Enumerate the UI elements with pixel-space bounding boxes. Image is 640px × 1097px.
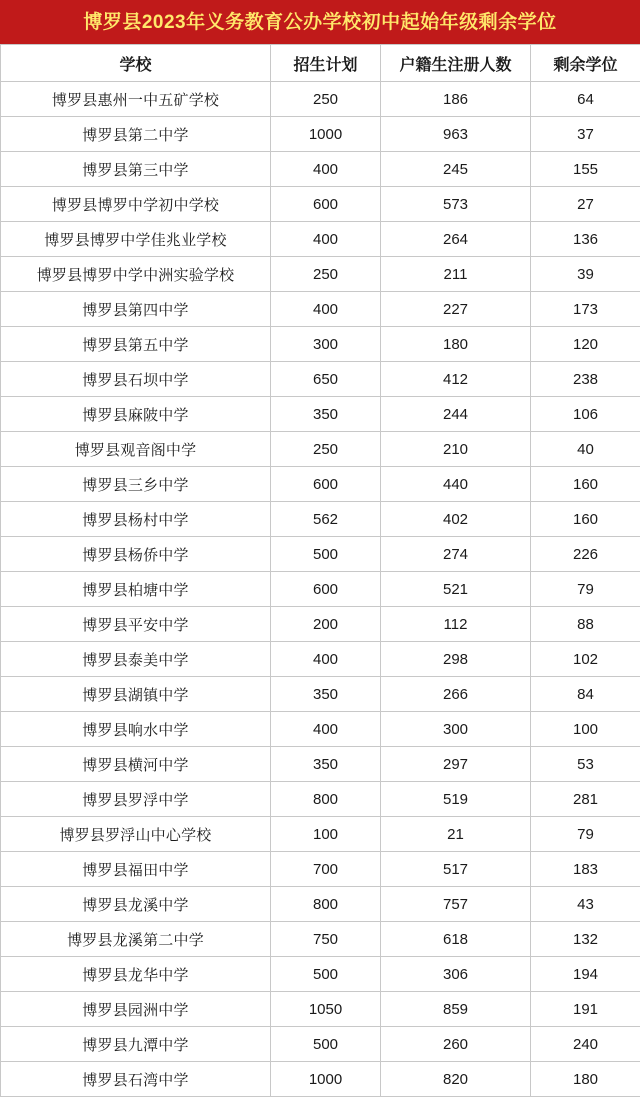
column-header-school: 学校 bbox=[1, 45, 271, 82]
cell-remaining: 173 bbox=[531, 292, 640, 327]
cell-school: 博罗县第四中学 bbox=[1, 292, 271, 327]
cell-registered: 519 bbox=[381, 782, 531, 817]
cell-remaining: 106 bbox=[531, 397, 640, 432]
cell-registered: 757 bbox=[381, 887, 531, 922]
table-row bbox=[1, 292, 640, 327]
cell-plan: 300 bbox=[271, 327, 381, 362]
cell-school: 博罗县横河中学 bbox=[1, 747, 271, 782]
table-body bbox=[1, 82, 640, 1097]
cell-plan: 800 bbox=[271, 887, 381, 922]
cell-remaining: 100 bbox=[531, 712, 640, 747]
cell-remaining: 39 bbox=[531, 257, 640, 292]
table-row bbox=[1, 747, 640, 782]
table-row bbox=[1, 502, 640, 537]
cell-school: 博罗县平安中学 bbox=[1, 607, 271, 642]
cell-plan: 500 bbox=[271, 957, 381, 992]
cell-plan: 400 bbox=[271, 152, 381, 187]
cell-remaining: 180 bbox=[531, 1062, 640, 1097]
cell-registered: 573 bbox=[381, 187, 531, 222]
cell-remaining: 84 bbox=[531, 677, 640, 712]
cell-plan: 400 bbox=[271, 222, 381, 257]
cell-plan: 200 bbox=[271, 607, 381, 642]
table-row bbox=[1, 712, 640, 747]
cell-plan: 400 bbox=[271, 712, 381, 747]
cell-remaining: 191 bbox=[531, 992, 640, 1027]
page-title: 博罗县2023年义务教育公办学校初中起始年级剩余学位 bbox=[83, 13, 556, 32]
document-title-banner bbox=[0, 0, 640, 44]
table-row bbox=[1, 852, 640, 887]
cell-school: 博罗县九潭中学 bbox=[1, 1027, 271, 1062]
cell-plan: 562 bbox=[271, 502, 381, 537]
cell-remaining: 160 bbox=[531, 502, 640, 537]
cell-registered: 412 bbox=[381, 362, 531, 397]
cell-registered: 180 bbox=[381, 327, 531, 362]
cell-school: 博罗县博罗中学初中学校 bbox=[1, 187, 271, 222]
column-header-registered: 户籍生注册人数 bbox=[381, 45, 531, 82]
cell-registered: 264 bbox=[381, 222, 531, 257]
cell-remaining: 281 bbox=[531, 782, 640, 817]
cell-plan: 350 bbox=[271, 677, 381, 712]
cell-school: 博罗县惠州一中五矿学校 bbox=[1, 82, 271, 117]
cell-school: 博罗县园洲中学 bbox=[1, 992, 271, 1027]
table-row bbox=[1, 187, 640, 222]
cell-registered: 440 bbox=[381, 467, 531, 502]
cell-plan: 400 bbox=[271, 292, 381, 327]
cell-plan: 1000 bbox=[271, 1062, 381, 1097]
cell-remaining: 43 bbox=[531, 887, 640, 922]
table-header bbox=[1, 45, 640, 82]
cell-registered: 245 bbox=[381, 152, 531, 187]
cell-school: 博罗县杨侨中学 bbox=[1, 537, 271, 572]
table-row bbox=[1, 572, 640, 607]
column-header-plan: 招生计划 bbox=[271, 45, 381, 82]
table-row bbox=[1, 1062, 640, 1097]
cell-school: 博罗县罗浮中学 bbox=[1, 782, 271, 817]
cell-school: 博罗县观音阁中学 bbox=[1, 432, 271, 467]
cell-registered: 260 bbox=[381, 1027, 531, 1062]
table-row bbox=[1, 327, 640, 362]
cell-school: 博罗县柏塘中学 bbox=[1, 572, 271, 607]
cell-remaining: 79 bbox=[531, 817, 640, 852]
cell-plan: 400 bbox=[271, 642, 381, 677]
table-row bbox=[1, 362, 640, 397]
table-row bbox=[1, 257, 640, 292]
cell-plan: 250 bbox=[271, 432, 381, 467]
cell-school: 博罗县麻陂中学 bbox=[1, 397, 271, 432]
table-row bbox=[1, 817, 640, 852]
cell-school: 博罗县泰美中学 bbox=[1, 642, 271, 677]
cell-remaining: 27 bbox=[531, 187, 640, 222]
cell-registered: 859 bbox=[381, 992, 531, 1027]
cell-school: 博罗县龙华中学 bbox=[1, 957, 271, 992]
cell-remaining: 102 bbox=[531, 642, 640, 677]
cell-plan: 600 bbox=[271, 187, 381, 222]
cell-registered: 186 bbox=[381, 82, 531, 117]
cell-plan: 800 bbox=[271, 782, 381, 817]
cell-school: 博罗县博罗中学佳兆业学校 bbox=[1, 222, 271, 257]
table-row bbox=[1, 957, 640, 992]
cell-registered: 297 bbox=[381, 747, 531, 782]
cell-registered: 306 bbox=[381, 957, 531, 992]
cell-plan: 250 bbox=[271, 257, 381, 292]
cell-remaining: 240 bbox=[531, 1027, 640, 1062]
cell-plan: 250 bbox=[271, 82, 381, 117]
cell-registered: 820 bbox=[381, 1062, 531, 1097]
table-row bbox=[1, 992, 640, 1027]
cell-remaining: 160 bbox=[531, 467, 640, 502]
table-row bbox=[1, 432, 640, 467]
cell-remaining: 194 bbox=[531, 957, 640, 992]
school-seats-table bbox=[0, 44, 640, 1097]
table-row bbox=[1, 537, 640, 572]
cell-registered: 210 bbox=[381, 432, 531, 467]
cell-remaining: 64 bbox=[531, 82, 640, 117]
table-row bbox=[1, 642, 640, 677]
cell-registered: 298 bbox=[381, 642, 531, 677]
cell-school: 博罗县龙溪第二中学 bbox=[1, 922, 271, 957]
cell-remaining: 88 bbox=[531, 607, 640, 642]
cell-registered: 244 bbox=[381, 397, 531, 432]
cell-remaining: 183 bbox=[531, 852, 640, 887]
table-row bbox=[1, 887, 640, 922]
cell-plan: 600 bbox=[271, 572, 381, 607]
cell-registered: 402 bbox=[381, 502, 531, 537]
table-row bbox=[1, 82, 640, 117]
table-row bbox=[1, 117, 640, 152]
cell-school: 博罗县石湾中学 bbox=[1, 1062, 271, 1097]
cell-school: 博罗县石坝中学 bbox=[1, 362, 271, 397]
cell-registered: 227 bbox=[381, 292, 531, 327]
cell-plan: 500 bbox=[271, 537, 381, 572]
cell-remaining: 136 bbox=[531, 222, 640, 257]
cell-registered: 112 bbox=[381, 607, 531, 642]
cell-remaining: 37 bbox=[531, 117, 640, 152]
table-row bbox=[1, 152, 640, 187]
cell-remaining: 40 bbox=[531, 432, 640, 467]
table-row bbox=[1, 467, 640, 502]
cell-plan: 500 bbox=[271, 1027, 381, 1062]
cell-remaining: 226 bbox=[531, 537, 640, 572]
cell-remaining: 132 bbox=[531, 922, 640, 957]
cell-school: 博罗县博罗中学中洲实验学校 bbox=[1, 257, 271, 292]
cell-registered: 521 bbox=[381, 572, 531, 607]
table-row bbox=[1, 222, 640, 257]
cell-remaining: 120 bbox=[531, 327, 640, 362]
cell-school: 博罗县三乡中学 bbox=[1, 467, 271, 502]
cell-registered: 21 bbox=[381, 817, 531, 852]
cell-remaining: 155 bbox=[531, 152, 640, 187]
cell-registered: 618 bbox=[381, 922, 531, 957]
cell-school: 博罗县福田中学 bbox=[1, 852, 271, 887]
cell-school: 博罗县杨村中学 bbox=[1, 502, 271, 537]
cell-school: 博罗县第三中学 bbox=[1, 152, 271, 187]
table-row bbox=[1, 607, 640, 642]
cell-plan: 650 bbox=[271, 362, 381, 397]
cell-plan: 600 bbox=[271, 467, 381, 502]
cell-remaining: 53 bbox=[531, 747, 640, 782]
table-row bbox=[1, 1027, 640, 1062]
cell-school: 博罗县龙溪中学 bbox=[1, 887, 271, 922]
cell-school: 博罗县第二中学 bbox=[1, 117, 271, 152]
cell-registered: 211 bbox=[381, 257, 531, 292]
table-row bbox=[1, 782, 640, 817]
cell-registered: 300 bbox=[381, 712, 531, 747]
cell-plan: 350 bbox=[271, 397, 381, 432]
cell-school: 博罗县第五中学 bbox=[1, 327, 271, 362]
table-header-row bbox=[1, 45, 640, 82]
cell-school: 博罗县响水中学 bbox=[1, 712, 271, 747]
table-row bbox=[1, 677, 640, 712]
cell-plan: 700 bbox=[271, 852, 381, 887]
cell-registered: 274 bbox=[381, 537, 531, 572]
cell-plan: 100 bbox=[271, 817, 381, 852]
table-row bbox=[1, 922, 640, 957]
cell-school: 博罗县罗浮山中心学校 bbox=[1, 817, 271, 852]
cell-plan: 350 bbox=[271, 747, 381, 782]
cell-registered: 266 bbox=[381, 677, 531, 712]
cell-registered: 517 bbox=[381, 852, 531, 887]
cell-remaining: 79 bbox=[531, 572, 640, 607]
cell-plan: 1050 bbox=[271, 992, 381, 1027]
cell-remaining: 238 bbox=[531, 362, 640, 397]
cell-plan: 1000 bbox=[271, 117, 381, 152]
cell-plan: 750 bbox=[271, 922, 381, 957]
table-row bbox=[1, 397, 640, 432]
column-header-remaining: 剩余学位 bbox=[531, 45, 640, 82]
cell-registered: 963 bbox=[381, 117, 531, 152]
cell-school: 博罗县湖镇中学 bbox=[1, 677, 271, 712]
